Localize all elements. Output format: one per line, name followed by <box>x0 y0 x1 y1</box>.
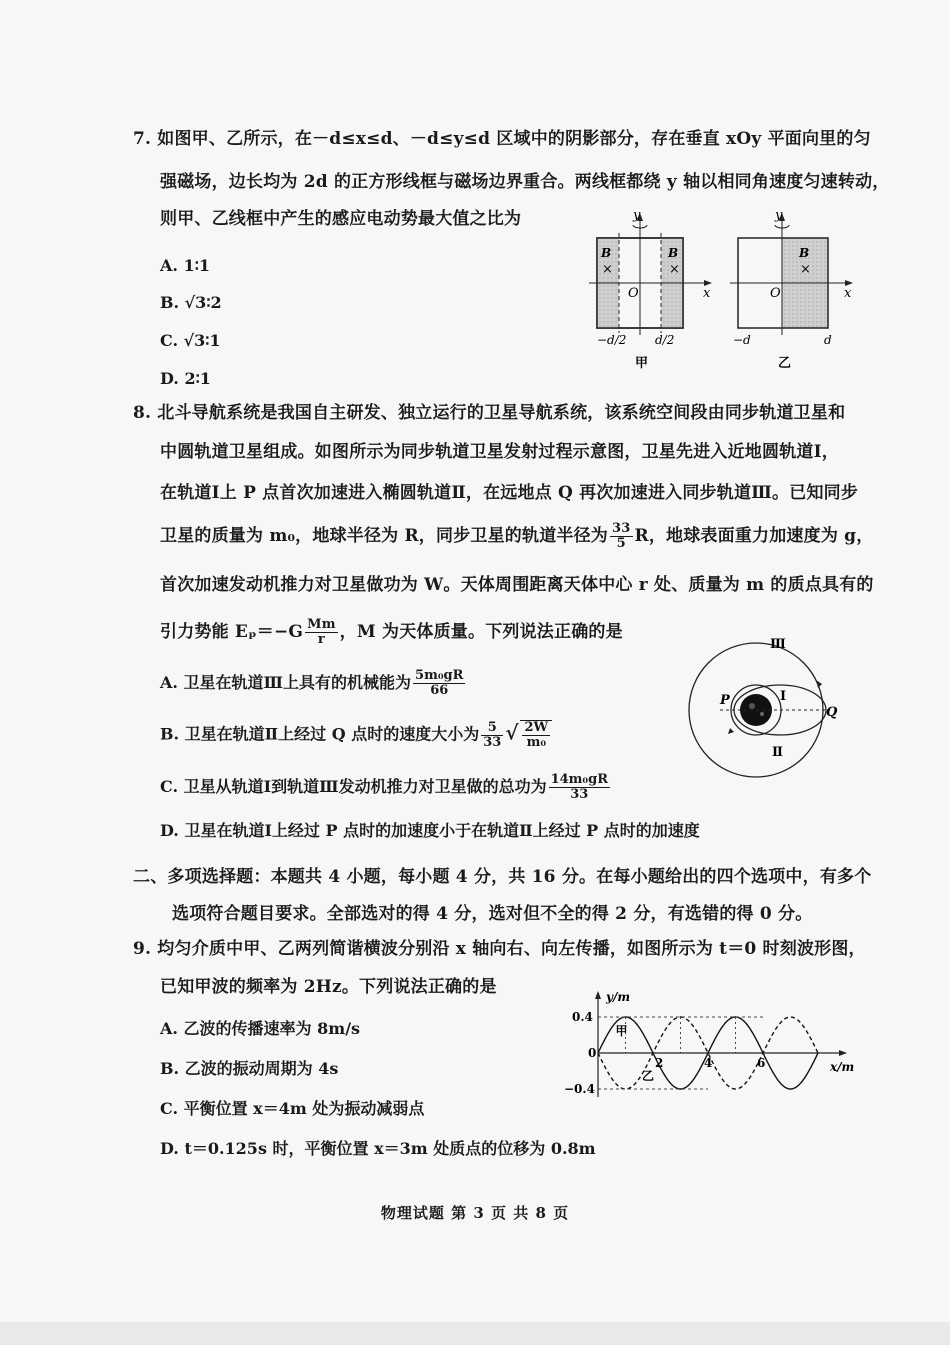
x-tick-label: 4 <box>704 1056 713 1070</box>
page-footer: 物理试题 第 3 页 共 8 页 <box>380 1204 570 1222</box>
point-q-label: Q <box>826 705 838 720</box>
q7-option-a: A. 1∶1 <box>160 256 210 275</box>
y-tick-label: 0.4 <box>572 1010 593 1024</box>
figure-jia <box>575 205 725 375</box>
point-p-label: P <box>720 693 730 708</box>
jia-field-mark-left: × <box>602 262 613 277</box>
chart-ylabel: y/m <box>606 990 631 1004</box>
q7-line3: 则甲、乙线框中产生的感应电动势最大值之比为 <box>160 209 522 229</box>
jia-tick-right: d/2 <box>655 333 675 347</box>
wave-chart <box>560 985 870 1105</box>
q8-radius-fraction: $\frac{33}{5}$ <box>612 521 631 551</box>
q7-option-b: B. √3∶2 <box>160 293 222 312</box>
orbit1-label: Ⅰ <box>780 689 787 704</box>
jia-origin: O <box>628 286 639 301</box>
figure-orbits <box>680 630 860 790</box>
jia-tick-left: −d/2 <box>597 333 627 347</box>
q8-option-c: C. 卫星从轨道Ⅰ到轨道Ⅲ发动机推力对卫星做的总功为 $\frac{\text{14m₀gR}}{33}$ <box>160 772 609 802</box>
orbit2-label: Ⅱ <box>772 745 783 760</box>
yi-origin: O <box>770 286 781 301</box>
y-tick-label: −0.4 <box>564 1082 595 1096</box>
q9-option-c: C. 平衡位置 x＝4m 处为振动减弱点 <box>160 1099 425 1118</box>
q8-line4: 卫星的质量为 m₀，地球半径为 R，同步卫星的轨道半径为 $\frac{33}{5}$ R，地球表面重力加速度为 g， <box>160 521 874 551</box>
q8-line1: 8. 北斗导航系统是我国自主研发、独立运行的卫星导航系统，该系统空间段由同步轨道卫星和 <box>133 403 846 423</box>
q9-line2: 已知甲波的频率为 2Hz。下列说法正确的是 <box>160 977 497 997</box>
q8-option-a: A. 卫星在轨道Ⅲ上具有的机械能为 $\frac{\text{5m₀gR}}{66}$ <box>160 668 464 698</box>
jia-field-b-left: B <box>601 246 612 260</box>
yi-field-bottom <box>782 283 828 328</box>
chart-xlabel: x/m <box>830 1060 855 1074</box>
q9-option-b: B. 乙波的振动周期为 4s <box>160 1059 339 1078</box>
section2-line2: 选项符合题目要求。全部选对的得 4 分，选对但不全的得 2 分，有选错的得 0 分。 <box>172 904 813 924</box>
yi-axis-x: x <box>844 286 852 301</box>
q8-line2: 中圆轨道卫星组成。如图所示为同步轨道卫星发射过程示意图，卫星先进入近地圆轨道Ⅰ， <box>160 442 839 462</box>
q8-line5: 首次加速发动机推力对卫星做功为 W。天体周围距离天体中心 r 处、质量为 m 的质点具有的 <box>160 575 874 595</box>
q9-option-a: A. 乙波的传播速率为 8m/s <box>160 1019 361 1038</box>
x-tick-label: 2 <box>655 1056 664 1070</box>
q7-option-d: D. 2∶1 <box>160 369 211 388</box>
jia-axis-x: x <box>703 286 711 301</box>
series-label-yi: 乙 <box>642 1069 655 1083</box>
q7-line1: 7. 如图甲、乙所示，在－d≤x≤d、－d≤y≤d 区域中的阴影部分，存在垂直 xOy 平面向里的匀 <box>133 129 871 149</box>
jia-label: 甲 <box>635 356 649 371</box>
yi-tick-right: d <box>824 333 832 347</box>
series-label-jia: 甲 <box>615 1024 628 1038</box>
section2-line1: 二、多项选择题：本题共 4 小题，每小题 4 分，共 16 分。在每小题给出的四个选项中，有多个 <box>133 867 872 887</box>
y-tick-label: 0 <box>588 1046 597 1060</box>
jia-field-b-right: B <box>668 246 679 260</box>
yi-field-mark: × <box>800 262 811 277</box>
jia-axis-y: y <box>633 208 641 223</box>
q9-option-d: D. t＝0.125s 时，平衡位置 x＝3m 处质点的位移为 0.8m <box>160 1139 596 1158</box>
q7-line2: 强磁场，边长均为 2d 的正方形线框与磁场边界重合。两线框都绕 y 轴以相同角速度匀速转动， <box>160 172 890 192</box>
q8-option-b: B. 卫星在轨道Ⅱ上经过 Q 点时的速度大小为 $\frac{5}{33}$ √ $\frac{2W}{\text{m₀}}$ <box>160 720 554 750</box>
figure-yi <box>720 205 870 375</box>
yi-label: 乙 <box>778 356 792 371</box>
q8-potential-fraction: $\frac{Mm}{r}$ <box>307 617 336 647</box>
yi-axis-y: y <box>775 208 783 223</box>
yi-field-b: B <box>799 246 810 260</box>
orbit3-label: Ⅲ <box>770 637 786 652</box>
yi-tick-left: −d <box>733 333 751 347</box>
q9-line1: 9. 均匀介质中甲、乙两列简谐横波分别沿 x 轴向右、向左传播，如图所示为 t＝0 时刻波形图， <box>133 939 866 959</box>
q8-option-d: D. 卫星在轨道Ⅰ上经过 P 点时的加速度小于在轨道Ⅱ上经过 P 点时的加速度 <box>160 821 700 840</box>
q7-option-c: C. √3∶1 <box>160 331 221 350</box>
q8-line3: 在轨道Ⅰ上 P 点首次加速进入椭圆轨道Ⅱ，在远地点 Q 再次加速进入同步轨道Ⅲ。已知同步 <box>160 483 859 503</box>
jia-field-mark-right: × <box>669 262 680 277</box>
x-tick-label: 6 <box>757 1056 766 1070</box>
scan-edge <box>0 1322 950 1345</box>
q8-line6: 引力势能 Eₚ＝−G $\frac{Mm}{r}$ ，M 为天体质量。下列说法正确的是 <box>160 617 623 647</box>
